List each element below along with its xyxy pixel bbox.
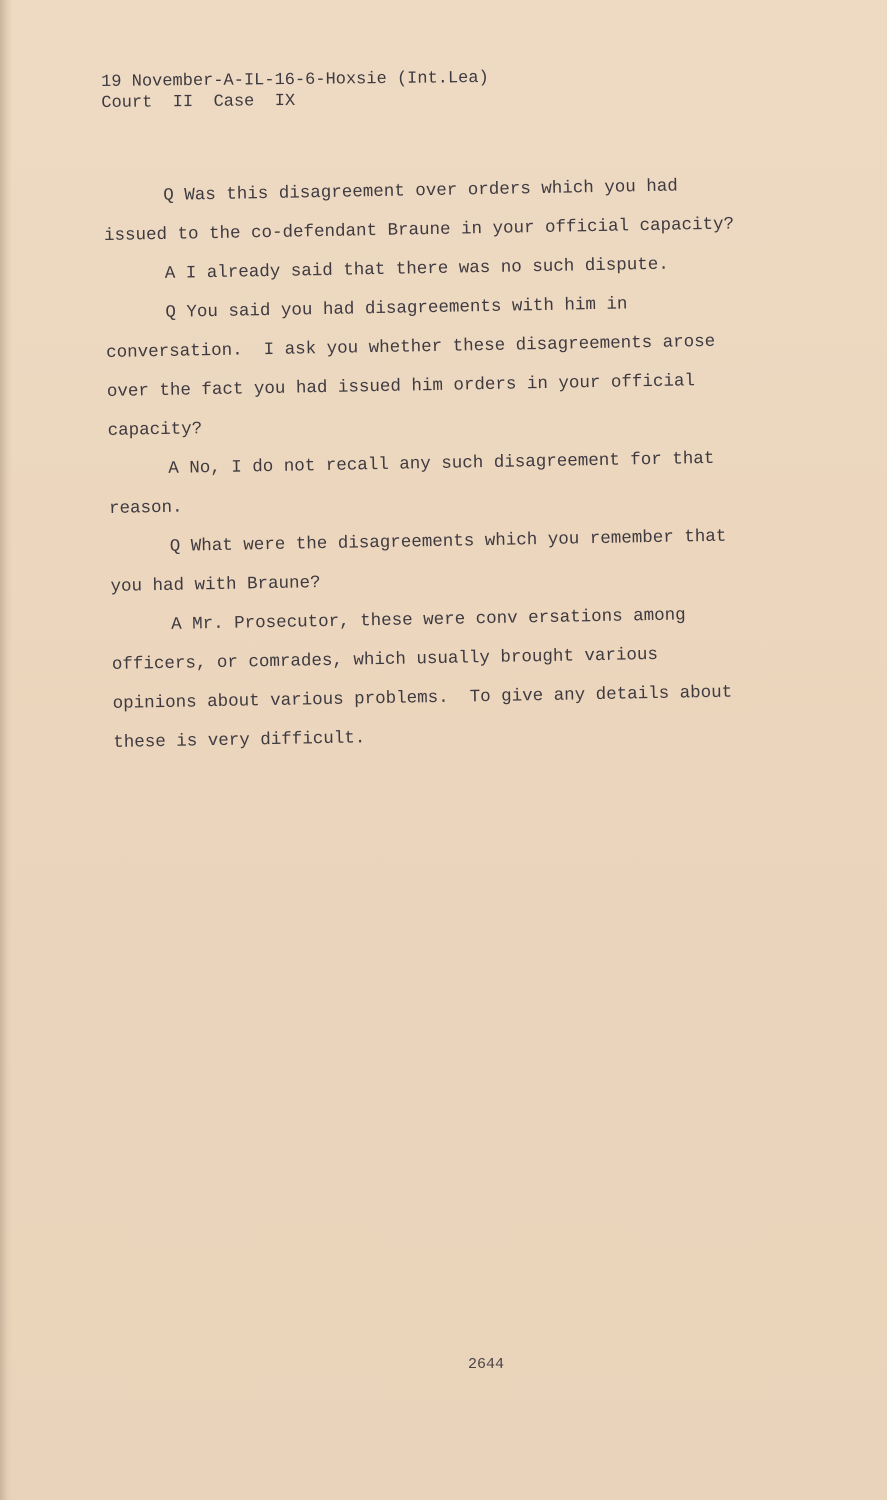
page-number: 2644 xyxy=(468,1356,505,1373)
transcript-line: issued to the co-defendant Braune in your official capacity? xyxy=(103,214,735,246)
transcript-line: Q Was this disagreement over orders which you had xyxy=(163,176,679,206)
transcript-line: A No, I do not recall any such disagreement for that xyxy=(168,448,715,479)
transcript-line: officers, or comrades, which usually brought various xyxy=(111,644,659,675)
transcript-line: opinions about various problems. To give any details about xyxy=(112,682,733,714)
transcript-line: capacity? xyxy=(107,419,203,441)
transcript-line: A Mr. Prosecutor, these were conv ersations among xyxy=(171,605,686,635)
page-left-edge xyxy=(0,0,12,1500)
transcript-line: you had with Braune? xyxy=(110,573,321,597)
header-line-1: 19 November-A-IL-16-6-Hoxsie (Int.Lea) xyxy=(101,68,489,92)
transcript-line: A I already said that there was no such dispute. xyxy=(164,254,669,284)
transcript-line: these is very difficult. xyxy=(113,728,366,753)
document-header xyxy=(101,68,489,114)
transcript-line: conversation. I ask you whether these disagreements arose xyxy=(106,331,716,363)
transcript-body xyxy=(103,165,814,763)
transcript-line: reason. xyxy=(108,497,183,519)
header-line-2: Court II Case IX xyxy=(101,91,296,113)
transcript-line: over the fact you had issued him orders in your official xyxy=(106,371,696,402)
transcript-line: Q What were the disagreements which you remember that xyxy=(169,526,727,557)
transcript-line: Q You said you had disagreements with him in xyxy=(165,294,628,323)
